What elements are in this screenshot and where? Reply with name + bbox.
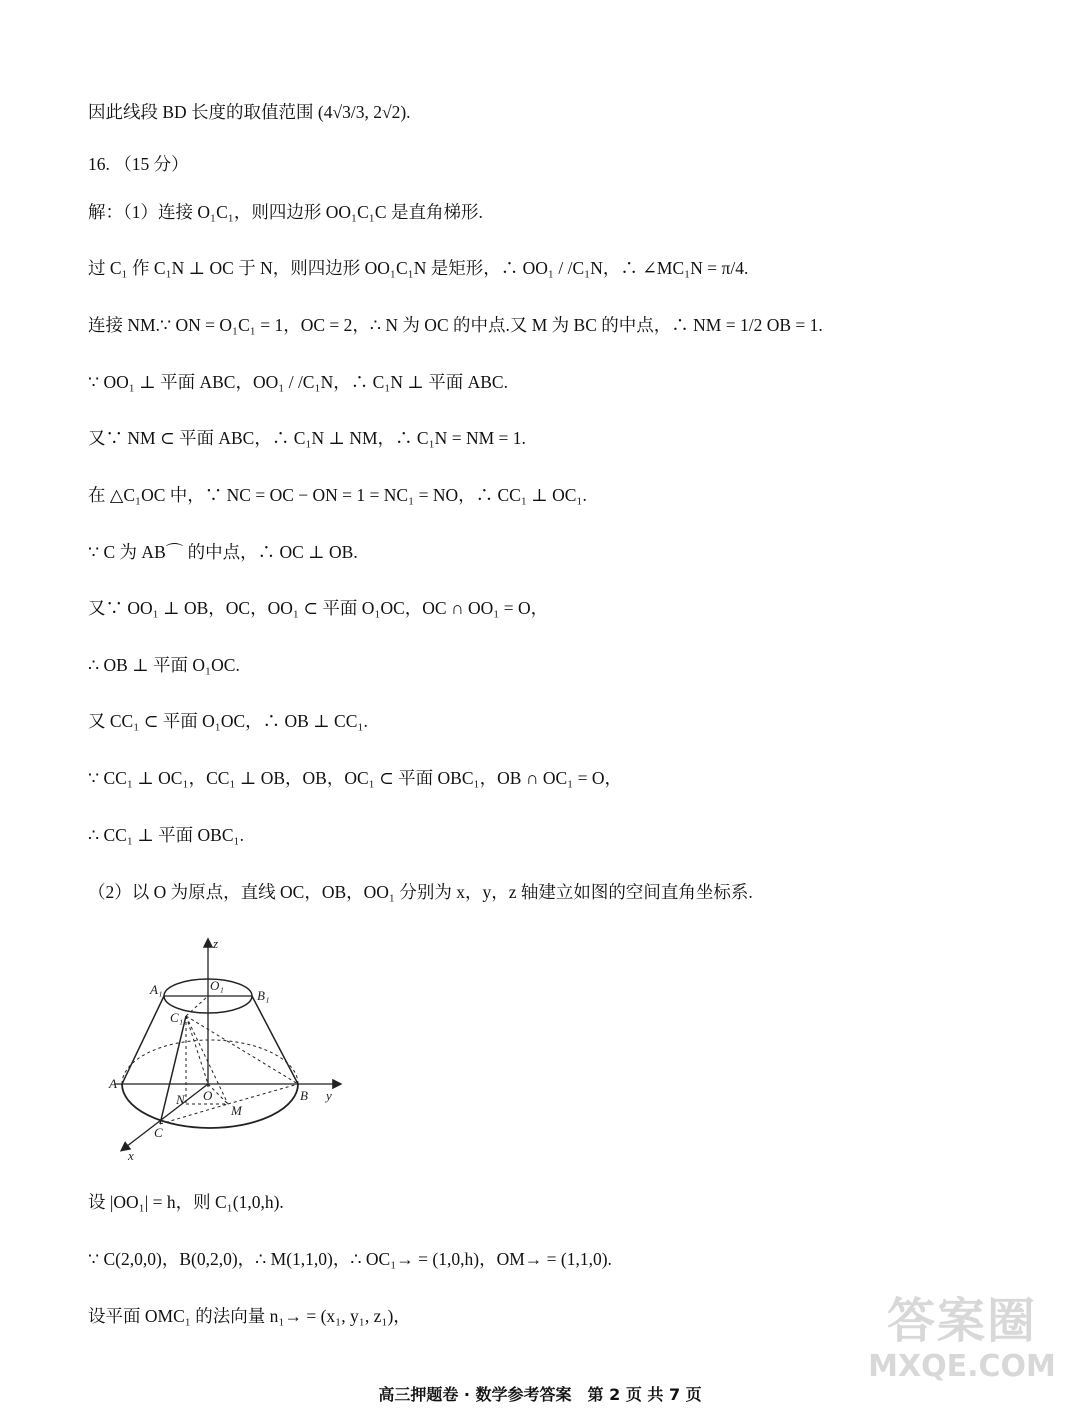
watermark-logo: [862, 1293, 1062, 1403]
x-axis: [122, 1084, 208, 1150]
segment-c1-c: [160, 1016, 186, 1124]
line-text: ∴ CC₁ ⊥ 平面 OBC₁.: [88, 825, 244, 845]
line-text: ∵ C 为 AB⌒ 的中点，∴ OC ⊥ OB.: [88, 542, 358, 562]
line-text: 在 △C₁OC 中，∵ NC = OC − ON = 1 = NC₁ = NO，∴ CC₁ ⊥ OC₁.: [88, 485, 587, 505]
page-footer: 高三押题卷 · 数学参考答案 第 2 页 共 7 页: [378, 1385, 702, 1404]
label-x: x: [128, 1148, 134, 1163]
solution-line: [88, 540, 358, 564]
solution-line: [88, 709, 368, 733]
solution-part1-intro: [88, 200, 483, 224]
label-a1: A₁: [150, 982, 163, 997]
solution-line: [88, 1190, 284, 1214]
answer-line: [88, 100, 411, 124]
solution-line: [88, 483, 587, 507]
label-o: O: [203, 1088, 213, 1103]
solution-line: [88, 653, 240, 677]
line-text: 又 CC₁ ⊂ 平面 O₁OC，∴ OB ⊥ CC₁.: [88, 711, 368, 731]
left-generatrix: [122, 996, 164, 1084]
solution-line: [88, 766, 622, 790]
line-text: ∵ CC₁ ⊥ OC₁，CC₁ ⊥ OB，OB，OC₁ ⊂ 平面 OBC₁，OB ∩ OC₁ = O，: [88, 768, 622, 788]
line-text: 16. （15 分）: [88, 154, 189, 174]
label-a: A: [109, 1076, 117, 1091]
line-text: 又∵ NM ⊂ 平面 ABC，∴ C₁N ⊥ NM，∴ C₁N = NM = 1.: [88, 428, 526, 448]
line-text: ∵ OO₁ ⊥ 平面 ABC，OO₁ / /C₁N，∴ C₁N ⊥ 平面 ABC.: [88, 372, 508, 392]
frustum-coordinate-figure: [100, 932, 370, 1172]
line-text: 解：（1）连接 O₁C₁，则四边形 OO₁C₁C 是直角梯形.: [88, 202, 483, 222]
line-text: 过 C₁ 作 C₁N ⊥ OC 于 N，则四边形 OO₁C₁N 是矩形，∴ OO₁ / /C₁N，∴ ∠MC₁N = π/4.: [88, 258, 749, 278]
line-text: 又∵ OO₁ ⊥ OB，OC，OO₁ ⊂ 平面 O₁OC，OC ∩ OO₁ = O，: [88, 598, 549, 618]
label-c: C: [154, 1125, 163, 1140]
line-text: 因此线段 BD 长度的取值范围 (4√3/3, 2√2).: [88, 102, 411, 122]
solution-line: [88, 596, 548, 620]
segment-c1-b: [186, 1016, 298, 1084]
label-n: N: [176, 1092, 185, 1107]
figure-svg: [100, 932, 370, 1172]
solution-line: [88, 370, 508, 394]
solution-part2-intro: [88, 880, 753, 904]
label-b: B: [300, 1088, 308, 1103]
line-text: 设平面 OMC₁ 的法向量 n₁→ = (x₁, y₁, z₁)，: [88, 1306, 411, 1326]
segment-m-b: [228, 1084, 298, 1104]
label-c1: C₁: [170, 1010, 184, 1025]
label-o1: O₁: [210, 978, 224, 993]
label-z: z: [213, 936, 219, 951]
label-b1: B₁: [257, 988, 270, 1003]
line-text: 设 |OO₁| = h，则 C₁(1,0,h).: [88, 1192, 284, 1212]
solution-line: [88, 313, 823, 337]
line-text: ∵ C(2,0,0)，B(0,2,0)，∴ M(1,1,0)，∴ OC₁→ = (1,0,h)，OM→ = (1,1,0).: [88, 1249, 612, 1269]
segment-c1-o: [186, 1016, 208, 1084]
label-y: y: [326, 1088, 332, 1103]
solution-line: [88, 823, 244, 847]
question-number: [88, 152, 189, 176]
solution-line: [88, 1247, 612, 1271]
solution-line: [88, 1304, 411, 1328]
line-text: ∴ OB ⊥ 平面 O₁OC.: [88, 655, 240, 675]
bottom-ellipse-back: [122, 1040, 298, 1084]
watermark-en-text: MXQE.COM: [868, 1349, 1056, 1384]
line-text: 连接 NM.∵ ON = O₁C₁ = 1，OC = 2，∴ N 为 OC 的中点.又 M 为 BC 的中点，∴ NM = 1/2 OB = 1.: [88, 315, 823, 335]
line-text: （2）以 O 为原点，直线 OC，OB，OO₁ 分别为 x，y，z 轴建立如图的空间直角坐标系.: [88, 882, 753, 902]
solution-line: [88, 256, 748, 280]
watermark-cn-text: 答案圈: [886, 1293, 1037, 1349]
segment-c-m: [160, 1104, 228, 1124]
solution-line: [88, 426, 526, 450]
right-generatrix: [252, 996, 298, 1084]
label-m: M: [231, 1103, 242, 1118]
